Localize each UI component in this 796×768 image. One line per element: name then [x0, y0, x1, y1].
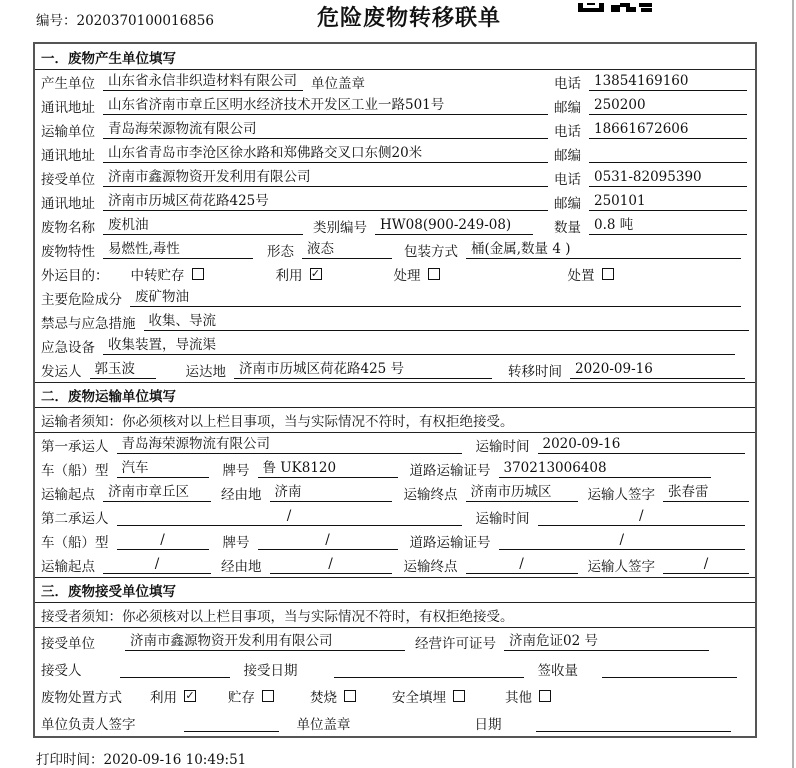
waste-name-value: 废机油: [103, 217, 303, 235]
carrier1-time-value: 2020-09-16: [538, 436, 746, 454]
transporter-zip-value: [589, 145, 747, 163]
route2-end-value: /: [466, 556, 578, 574]
row-purpose: [35, 262, 755, 286]
route1-sign-label: 运输人签字: [587, 487, 655, 503]
dispatch-dest-label: 运达地: [185, 364, 226, 380]
waste-props-label: 废物特性: [41, 244, 95, 260]
disposal-option-use: [150, 686, 196, 706]
row-receive-unit: [35, 628, 755, 655]
section2-note: 运输者须知：你必须核对以上栏目事项，当与实际情况不符时，有权拒绝接受。: [35, 408, 755, 433]
route2-end-label: 运输终点: [403, 559, 458, 575]
dispatch-dest-value: 济南市历城区荷花路425 号: [234, 361, 492, 379]
disposal-landfill-checkbox: [453, 690, 465, 702]
page-title: 危险废物转移联单: [317, 5, 502, 31]
vehicle1-plate-label: 牌号: [222, 463, 250, 479]
route2-sign-label: 运输人签字: [587, 559, 655, 575]
row-transporter: [35, 118, 755, 142]
signoff-seal-label: 单位盖章: [296, 716, 351, 733]
receiver-value: 济南市鑫源物资开发利用有限公司: [103, 169, 548, 187]
waste-form-value: 液态: [302, 241, 392, 259]
disposal-option-burn: [310, 686, 356, 706]
print-time: [36, 748, 246, 768]
section1-header: 一．废物产生单位填写: [35, 44, 755, 70]
signoff-value: [184, 714, 279, 732]
route1-start-value: 济南市章丘区: [103, 484, 211, 502]
equipment-label: 应急设备: [41, 340, 95, 356]
receive-unit-value: 济南市鑫源物资开发利用有限公司: [125, 633, 405, 651]
transporter-address-label: 通讯地址: [41, 148, 95, 164]
section2-header: 二．废物运输单位填写: [35, 382, 755, 408]
receiver-address-label: 通讯地址: [41, 196, 95, 212]
row-carrier1: [35, 433, 755, 457]
route2-sign-value: /: [663, 556, 749, 574]
receive-unit-label: 接受单位: [41, 635, 95, 652]
qr-code-fragment: [578, 0, 652, 9]
vehicle1-permit-label: 道路运输证号: [409, 463, 491, 479]
row-receiver: [35, 166, 755, 190]
carrier1-time-label: 运输时间: [475, 439, 530, 455]
producer-zip-label: 邮编: [554, 100, 581, 116]
receive-person-value: [120, 660, 230, 678]
row-equipment: [35, 334, 755, 358]
transporter-phone-label: 电话: [554, 124, 581, 140]
disposal-other-checkbox: [539, 690, 551, 702]
disposal-option-use-label: 利用: [150, 689, 177, 706]
receiver-zip-label: 邮编: [554, 196, 581, 212]
disposal-option-burn-label: 焚烧: [310, 689, 337, 706]
taboo-label: 禁忌与应急措施: [41, 316, 136, 332]
print-time-label: 打印时间：: [36, 752, 104, 768]
carrier2-label: 第二承运人: [41, 511, 109, 527]
route1-sign-value: 张春雷: [663, 484, 749, 502]
route2-start-value: /: [103, 556, 211, 574]
vehicle1-plate-value: 鲁 UK8120: [258, 460, 398, 478]
waste-name-label: 废物名称: [41, 220, 95, 236]
receive-qty-value: [602, 660, 737, 678]
manifest-form: [33, 42, 757, 738]
transporter-address-value: 山东省青岛市李沧区徐水路和郑佛路交叉口东侧20米: [103, 145, 548, 163]
taboo-value: 收集、导流: [144, 313, 750, 331]
waste-pack-label: 包装方式: [404, 244, 458, 260]
producer-label: 产生单位: [41, 76, 95, 92]
receiver-address-value: 济南市历城区荷花路425号: [103, 193, 548, 211]
purpose-dispose-checkbox: [602, 268, 614, 280]
license-value: 济南危证02 号: [504, 633, 709, 651]
disposal-option-landfill-label: 安全填埋: [392, 689, 446, 706]
purpose-treat-checkbox: [428, 268, 440, 280]
receive-qty-label: 签收量: [537, 662, 578, 679]
row-route1: [35, 481, 755, 505]
disposal-option-store-label: 贮存: [228, 689, 255, 706]
purpose-label: 外运目的：: [41, 268, 109, 284]
disposal-store-checkbox: [262, 690, 274, 702]
row-carrier2: [35, 505, 755, 529]
vehicle1-permit-value: 370213006408: [499, 460, 711, 478]
purpose-option-treat: [394, 264, 440, 284]
carrier2-value: /: [117, 508, 462, 526]
producer-address-value: 山东省济南市章丘区明水经济技术开发区工业一路501号: [103, 97, 548, 115]
dispatch-label: 发运人: [41, 364, 82, 380]
row-vehicle1: [35, 457, 755, 481]
transporter-zip-label: 邮编: [554, 148, 581, 164]
route2-via-value: /: [270, 556, 392, 574]
route1-via-label: 经由地: [221, 487, 262, 503]
receiver-phone-value: 0531-82095390: [589, 169, 747, 187]
waste-props-value: 易燃性,毒性: [103, 241, 253, 259]
row-hazard: [35, 286, 755, 310]
disposal-option-other-label: 其他: [505, 689, 532, 706]
vehicle1-label: 车（船）型: [41, 463, 109, 479]
row-waste-props: [35, 238, 755, 262]
purpose-transfer-checkbox: [192, 268, 204, 280]
disposal-option-other: [505, 686, 551, 706]
purpose-option-treat-label: 处理: [393, 268, 421, 284]
row-transporter-address: [35, 142, 755, 166]
producer-seal-label: 单位盖章: [311, 76, 365, 92]
vehicle2-permit-value: /: [499, 532, 746, 550]
row-receiver-address: [35, 190, 755, 214]
disposal-option-landfill: [392, 686, 465, 706]
row-disposal: [35, 682, 755, 709]
receive-date-label: 接受日期: [243, 662, 298, 679]
disposal-use-checkbox: ✓: [185, 688, 195, 702]
vehicle2-plate-label: 牌号: [222, 535, 250, 551]
qr-code-icon: [578, 3, 652, 12]
vehicle2-plate-value: /: [258, 532, 398, 550]
row-taboo: [35, 310, 755, 334]
producer-phone-label: 电话: [554, 76, 581, 92]
waste-qty-label: 数量: [554, 220, 581, 236]
doc-number-value: 2020370100016856: [76, 13, 214, 29]
route1-via-value: 济南: [270, 484, 392, 502]
purpose-option-use: [276, 264, 322, 284]
producer-address-label: 通讯地址: [41, 100, 95, 116]
purpose-option-use-label: 利用: [275, 268, 303, 284]
equipment-value: 收集装置，导流渠: [103, 337, 735, 355]
disposal-option-store: [228, 686, 274, 706]
row-receive-person: [35, 655, 755, 682]
route1-start-label: 运输起点: [41, 487, 95, 503]
row-vehicle2: [35, 529, 755, 553]
waste-qty-value: 0.8 吨: [589, 217, 747, 235]
producer-zip-value: 250200: [589, 97, 747, 115]
purpose-option-transfer-label: 中转贮存: [130, 268, 185, 284]
vehicle1-value: 汽车: [117, 460, 209, 478]
row-producer: [35, 70, 755, 94]
vehicle2-label: 车（船）型: [41, 535, 109, 551]
purpose-option-dispose: [568, 264, 614, 284]
route2-via-label: 经由地: [221, 559, 262, 575]
purpose-option-dispose-label: 处置: [567, 268, 595, 284]
waste-pack-value: 桶(金属,数量 4 ): [466, 241, 741, 259]
row-dispatch: [35, 358, 755, 382]
disposal-burn-checkbox: [344, 690, 356, 702]
vehicle2-value: /: [117, 532, 209, 550]
page-right-edge-divider: [792, 0, 794, 768]
transporter-label: 运输单位: [41, 124, 95, 140]
vehicle2-permit-label: 道路运输证号: [409, 535, 491, 551]
license-label: 经营许可证号: [415, 635, 496, 652]
route2-start-label: 运输起点: [41, 559, 95, 575]
doc-number-label: 编号：: [36, 13, 77, 29]
row-waste-name: [35, 214, 755, 238]
receiver-phone-label: 电话: [554, 172, 581, 188]
section3-note: 接受者须知：你必须核对以上栏目事项，当与实际情况不符时，有权拒绝接受。: [35, 603, 755, 628]
row-signoff: [35, 709, 755, 736]
dispatch-time-value: 2020-09-16: [570, 361, 745, 379]
carrier1-label: 第一承运人: [41, 439, 109, 455]
receiver-label: 接受单位: [41, 172, 95, 188]
producer-phone-value: 13854169160: [589, 73, 747, 91]
carrier2-time-value: /: [538, 508, 746, 526]
dispatch-time-label: 转移时间: [508, 364, 562, 380]
dispatch-value: 郭玉波: [90, 361, 156, 379]
signoff-date-label: 日期: [474, 716, 502, 733]
doc-number: [36, 9, 214, 29]
signoff-label: 单位负责人签字: [41, 716, 136, 733]
carrier2-time-label: 运输时间: [475, 511, 530, 527]
transporter-value: 青岛海荣源物流有限公司: [103, 121, 548, 139]
producer-value: 山东省永信非织造材料有限公司: [103, 73, 303, 91]
waste-form-label: 形态: [267, 244, 294, 260]
disposal-label: 废物处置方式: [41, 689, 122, 706]
row-route2: [35, 553, 755, 577]
purpose-option-transfer: [131, 264, 204, 284]
transporter-phone-value: 18661672606: [589, 121, 747, 139]
hazard-label: 主要危险成分: [41, 292, 122, 308]
receive-date-value: [334, 660, 524, 678]
receive-person-label: 接受人: [41, 662, 82, 679]
route1-end-label: 运输终点: [403, 487, 458, 503]
signoff-date-value: [536, 714, 731, 732]
hazard-value: 废矿物油: [130, 289, 741, 307]
row-producer-address: [35, 94, 755, 118]
print-time-value: 2020-09-16 10:49:51: [103, 752, 247, 768]
section3-header: 三．废物接受单位填写: [35, 577, 755, 603]
receiver-zip-value: 250101: [589, 193, 747, 211]
carrier1-value: 青岛海荣源物流有限公司: [117, 436, 462, 454]
purpose-use-checkbox: ✓: [310, 267, 321, 280]
route1-end-value: 济南市历城区: [466, 484, 578, 502]
waste-code-label: 类别编号: [313, 220, 367, 236]
waste-code-value: HW08(900-249-08): [375, 217, 533, 235]
